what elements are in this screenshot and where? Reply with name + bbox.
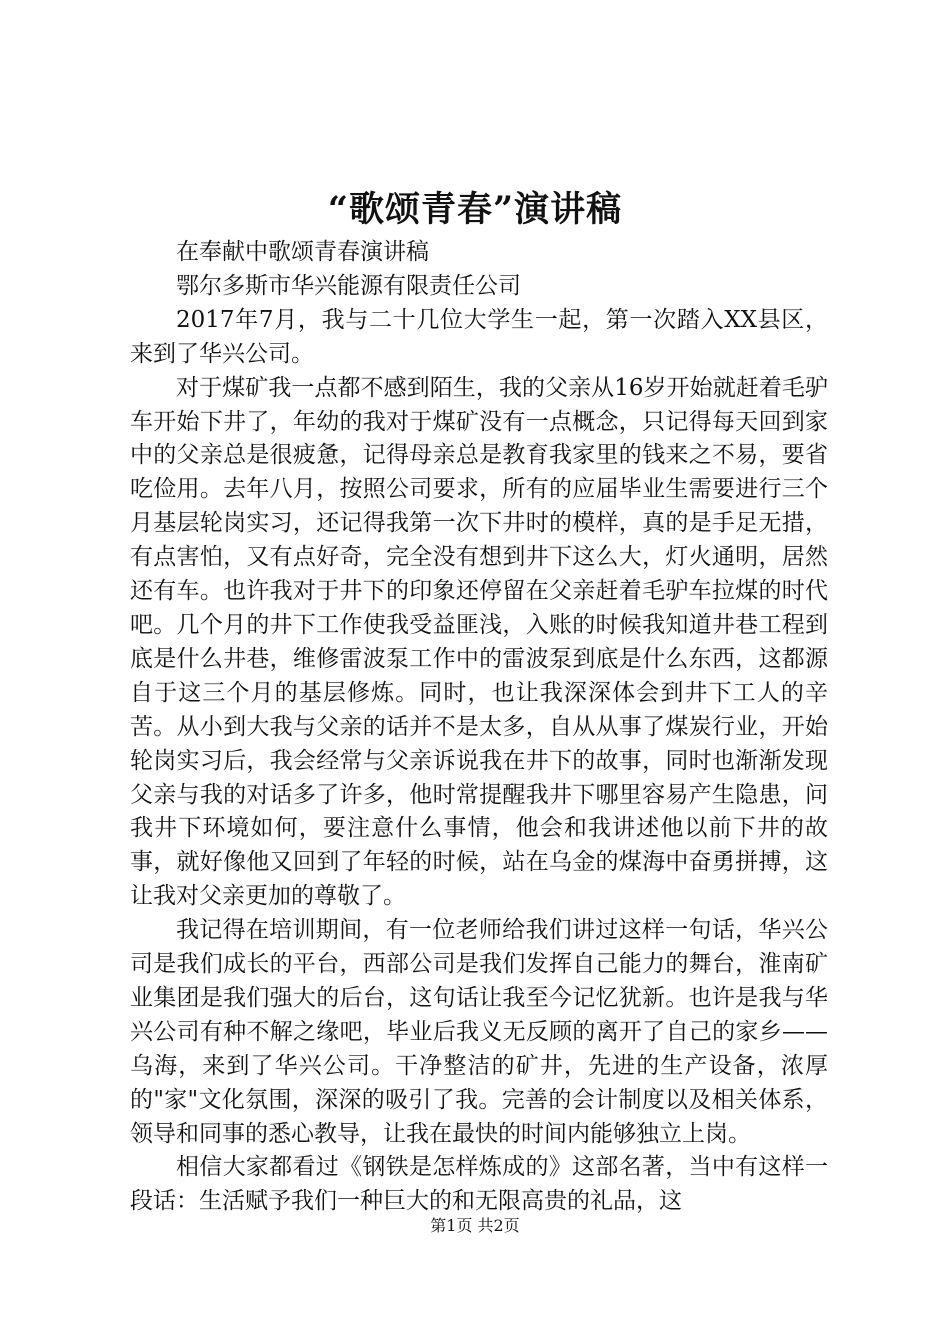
- organization-line: 鄂尔多斯市华兴能源有限责任公司: [176, 272, 521, 299]
- paragraph: 对于煤矿我一点都不感到陌生，我的父亲从16岁开始就赶着毛驴车开始下井了，年幼的我对于煤矿没有一点概念，只记得每天回到家中的父亲总是很疲惫，记得母亲总是教育我家里的钱来之不易，要省吃俭用。去年八月，按照公司要求，所有的应届毕业生需要进行三个月基层轮岗实习，还记得我第一次下井时的模样，真的是手足无措，有点害怕，又有点好奇，完全没有想到井下这么大，灯火通明，居然还有车。也许我对于井下的印象还停留在父亲赶着毛驴车拉煤的时代吧。几个月的井下工作使我受益匪浅，入账的时候我知道井巷工程到底是什么井巷，维修雷波泵工作中的雷波泵到底是什么东西，这都源自于这三个月的基层修炼。同时，也让我深深体会到井下工人的辛苦。从小到大我与父亲的话并不是太多，自从从事了煤炭行业，开始轮岗实习后，我会经常与父亲诉说我在井下的故事，同时也渐渐发现父亲与我的对话多了许多，他时常提醒我井下哪里容易产生隐患，问我井下环境如何，要注意什么事情，他会和我讲述他以前下井的故事，就好像他又回到了年轻的时候，站在乌金的煤海中奋勇拼搏，这让我对父亲更加的尊敬了。: [130, 374, 828, 910]
- paragraph: 我记得在培训期间，有一位老师给我们讲过这样一句话，华兴公司是我们成长的平台，西部公司是我们发挥自己能力的舞台，淮南矿业集团是我们强大的后台，这句话让我至今记忆犹新。也许是我与华兴公司有种不解之缘吧，毕业后我义无反顾的离开了自己的家乡——乌海，来到了华兴公司。干净整洁的矿井，先进的生产设备，浓厚的"家"文化氛围，深深的吸引了我。完善的会计制度以及相关体系，领导和同事的悉心教导，让我在最快的时间内能够独立上岗。: [130, 917, 828, 1147]
- page-number: 第1页 共2页: [430, 1216, 520, 1235]
- subtitle-line: 在奉献中歌颂青春演讲稿: [176, 239, 429, 265]
- paragraph: 相信大家都看过《钢铁是怎样炼成的》这部名著，当中有这样一段话：生活赋予我们一种巨大的和无限高贵的礼品，这: [130, 1154, 828, 1215]
- paragraph: 2017年7月，我与二十几位大学生一起，第一次踏入XX县区，来到了华兴公司。: [130, 306, 828, 367]
- document-title: “歌颂青春”演讲稿: [327, 189, 623, 230]
- document-body: [130, 236, 828, 1219]
